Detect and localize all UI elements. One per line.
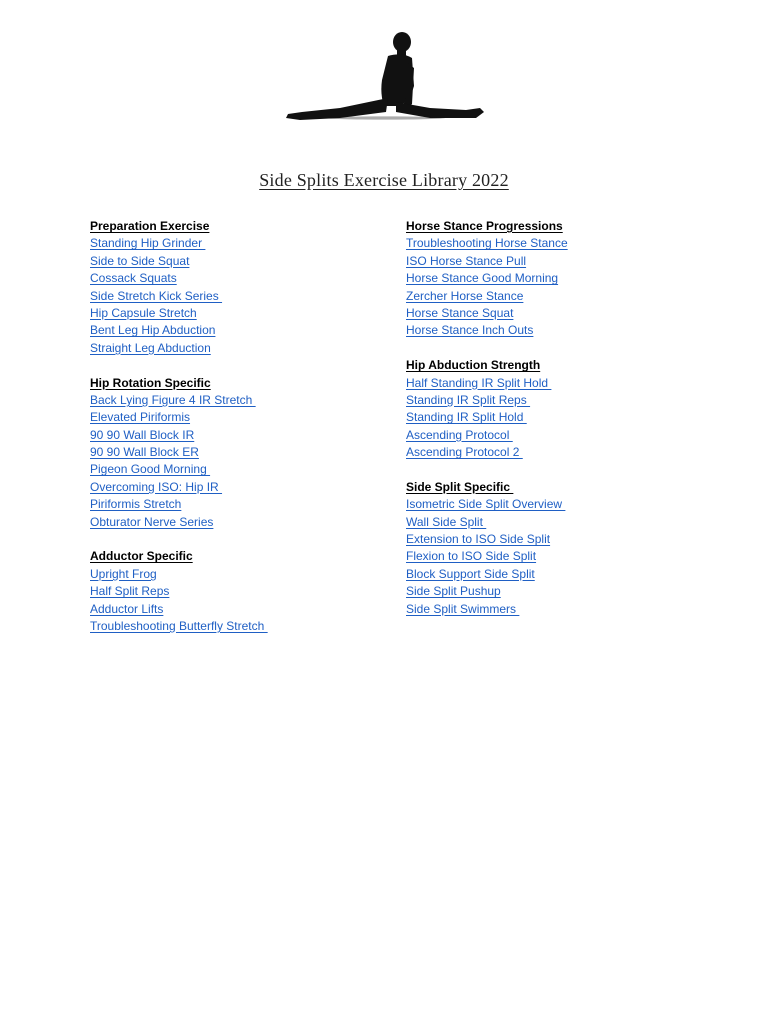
right-column [406,218,706,635]
exercise-link[interactable]: Zercher Horse Stance [406,288,524,303]
exercise-link[interactable]: Bent Leg Hip Abduction [90,323,216,338]
exercise-link[interactable]: Ascending Protocol 2 [406,445,523,460]
exercise-link[interactable]: Extension to ISO Side Split [406,532,551,547]
exercise-link[interactable]: Hip Capsule Stretch [90,305,197,320]
exercise-link[interactable]: Isometric Side Split Overview [406,497,566,512]
side-split-silhouette-icon [280,28,490,128]
exercise-link[interactable]: Block Support Side Split [406,566,535,581]
exercise-link[interactable]: Elevated Piriformis [90,410,191,425]
section-horse-stance-progressions [406,218,706,340]
left-column [90,218,390,653]
exercise-link[interactable]: Ascending Protocol [406,427,513,442]
exercise-link[interactable]: Obturator Nerve Series [90,514,214,529]
exercise-link[interactable]: Flexion to ISO Side Split [406,549,537,564]
exercise-link[interactable]: Overcoming ISO: Hip IR [90,479,223,494]
exercise-link[interactable]: Back Lying Figure 4 IR Stretch [90,392,256,407]
exercise-link[interactable]: Troubleshooting Horse Stance [406,236,568,251]
section-heading: Hip Rotation Specific [90,375,211,390]
exercise-link[interactable]: Adductor Lifts [90,601,164,616]
exercise-link[interactable]: ISO Horse Stance Pull [406,253,527,268]
exercise-link[interactable]: Half Standing IR Split Hold [406,375,552,390]
exercise-link[interactable]: Troubleshooting Butterfly Stretch [90,618,268,633]
exercise-link[interactable]: 90 90 Wall Block ER [90,445,199,460]
exercise-link[interactable]: Straight Leg Abduction [90,340,211,355]
section-preparation-exercise [90,218,390,357]
exercise-link[interactable]: Standing IR Split Hold [406,410,527,425]
exercise-link[interactable]: Side Stretch Kick Series [90,288,223,303]
section-heading: Hip Abduction Strength [406,358,541,373]
section-side-split-specific [406,479,706,618]
exercise-link[interactable]: Side Split Pushup [406,584,501,599]
section-heading: Preparation Exercise [90,219,210,233]
exercise-link[interactable]: Standing Hip Grinder [90,236,206,251]
page-title: Side Splits Exercise Library 2022 [259,170,509,190]
exercise-link[interactable]: Side to Side Squat [90,253,190,268]
section-heading: Side Split Specific [406,479,514,494]
exercise-link[interactable]: Side Split Swimmers [406,601,520,616]
exercise-link[interactable]: Pigeon Good Morning [90,462,211,477]
exercise-link[interactable]: 90 90 Wall Block IR [90,427,195,442]
exercise-link[interactable]: Wall Side Split [406,514,487,529]
exercise-link[interactable]: Upright Frog [90,566,157,581]
exercise-link[interactable]: Horse Stance Inch Outs [406,323,534,338]
exercise-link[interactable]: Half Split Reps [90,584,170,599]
exercise-link[interactable]: Standing IR Split Reps [406,392,531,407]
section-hip-rotation-specific [90,375,390,532]
section-heading: Adductor Specific [90,549,193,564]
exercise-link[interactable]: Cossack Squats [90,271,177,286]
section-adductor-specific [90,548,390,635]
section-heading: Horse Stance Progressions [406,219,563,233]
section-hip-abduction-strength [406,357,706,461]
exercise-link[interactable]: Piriformis Stretch [90,497,182,512]
exercise-link[interactable]: Horse Stance Squat [406,305,514,320]
exercise-link[interactable]: Horse Stance Good Morning [406,271,559,286]
